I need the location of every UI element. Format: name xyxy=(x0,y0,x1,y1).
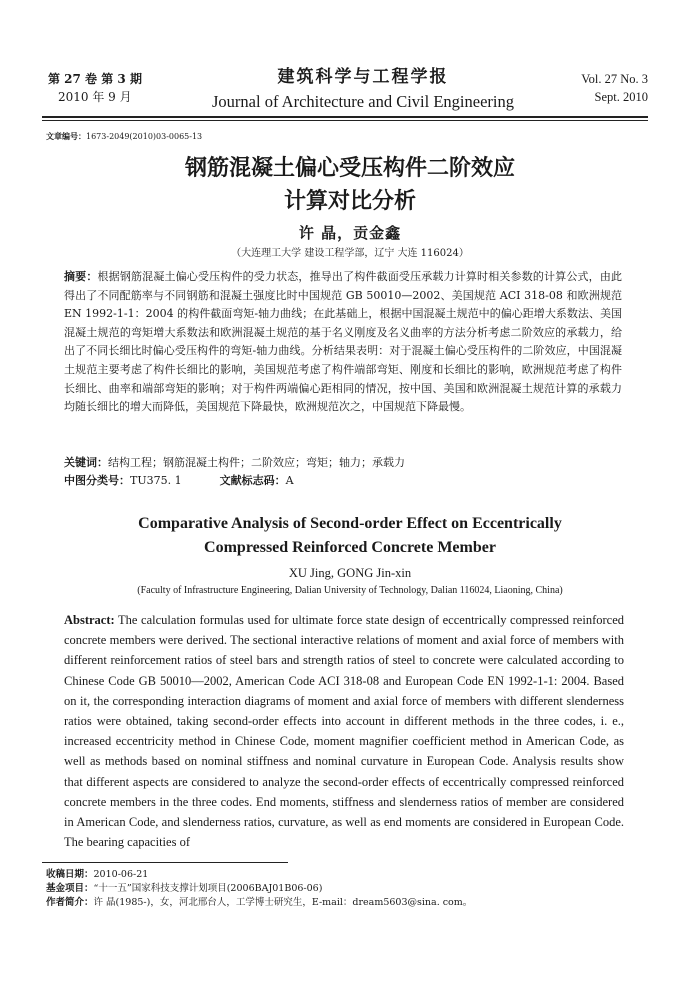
fund-value: “十一五”国家科技支撑计划项目(2006BAJ01B06-06) xyxy=(93,883,323,894)
received-date xyxy=(46,868,646,882)
header-volume-en xyxy=(581,70,648,106)
header-rule-thick xyxy=(42,116,648,118)
doc-code-label: 文献标志码： xyxy=(219,474,286,487)
paper-title-cn xyxy=(0,152,700,218)
author-bio-value: 许 晶(1985-)，女，河北邢台人，工学博士研究生，E-mail：dream5603@sina. com。 xyxy=(93,897,473,908)
paper-title-en-line2: Compressed Reinforced Concrete Member xyxy=(204,539,496,556)
journal-header xyxy=(48,66,648,114)
journal-title-en: Journal of Architecture and Civil Engineering xyxy=(212,92,514,111)
clc-value: TU375. 1 xyxy=(130,474,182,487)
date-cn: 2010 年 9 月 xyxy=(58,90,132,104)
paper-title-en xyxy=(0,512,700,560)
author-bio-label: 作者简介： xyxy=(46,897,94,908)
abstract-en xyxy=(64,610,624,852)
paper-title-cn-line2: 计算对比分析 xyxy=(283,189,416,214)
abstract-cn-text: 根据钢筋混凝土偏心受压构件的受力状态，推导出了构件截面受压承载力计算时相关参数的计算公式，由此得出了不同配筋率与不同钢筋和混凝土强度比时中国规范 GB 50010—2002、美国规范 ACI 318-08 和欧洲规范 EN 1992-1-1：2004 的构件截面弯矩-轴力曲线；在此基础上，根据中国混凝土规范中的偏心距增大系数法、美国混凝土规范的弯矩增大系数法和欧洲混凝土规范的基于名义刚度及名义曲率的方法分析考虑二阶效应的承载力，给出了不同长细比时偏心受压构件的弯矩-轴力曲线。分析结果表明：对于混凝土偏心受压构件的二阶效应，中国混凝土规范主要考虑了构件长细比的影响，美国规范考虑了构件端部弯矩、刚度和长细比的影响，欧洲规范考虑了构件长细比、曲率和端部弯矩的影响；对于构件两端偏心距相同的情况，按中国、美国和欧洲混凝土规范计算的承载力均随长细比的增大而降低，美国规范下降最快，欧洲规范次之，中国规范下降最慢。 xyxy=(64,270,623,414)
footnote-rule xyxy=(42,862,288,863)
keywords-cn xyxy=(64,454,624,472)
keywords-cn-text: 结构工程；钢筋混凝土构件；二阶效应；弯矩；轴力；承载力 xyxy=(108,456,405,469)
classification-line xyxy=(64,472,624,490)
authors-cn: 许 晶，贡金鑫 xyxy=(298,224,402,242)
volume-issue-en: Vol. 27 No. 3 xyxy=(581,72,648,86)
header-rule-thin xyxy=(42,120,648,121)
date-en: Sept. 2010 xyxy=(594,90,648,104)
footnotes xyxy=(46,868,646,910)
affiliation-en: (Faculty of Infrastructure Engineering, Dalian University of Technology, Dalian 116024, Liaoning, China) xyxy=(137,585,563,596)
fund-project xyxy=(46,882,646,896)
abstract-en-label: Abstract: xyxy=(64,613,115,627)
header-volume-cn xyxy=(48,70,142,106)
article-number xyxy=(46,131,202,142)
received-label: 收稿日期： xyxy=(46,869,94,880)
volume-issue-cn: 第 27 卷 第 3 期 xyxy=(48,72,142,86)
abstract-cn xyxy=(64,268,622,417)
journal-title-cn: 建筑科学与工程学报 xyxy=(277,67,449,87)
doc-code-value: A xyxy=(285,474,294,487)
article-number-value: 1673-2049(2010)03-0065-13 xyxy=(86,132,203,141)
affiliation-cn: （大连理工大学 建设工程学部，辽宁 大连 116024） xyxy=(231,248,469,259)
paper-title-cn-line1: 钢筋混凝土偏心受压构件二阶效应 xyxy=(184,156,515,181)
author-bio xyxy=(46,896,646,910)
keywords-cn-label: 关键词： xyxy=(64,456,108,469)
fund-label: 基金项目： xyxy=(46,883,94,894)
authors-en: XU Jing, GONG Jin-xin xyxy=(288,566,412,580)
clc-label: 中图分类号： xyxy=(64,474,130,487)
abstract-en-text: The calculation formulas used for ultimate force state design of eccentrically compressed reinforced concrete members were derived. The sectional interactive relations of moment and axial force of members with different reinforcement ratios of steel bars and strength ratios of steel to concrete were calculated according to Chinese Code GB 50010—2002, American Code ACI 318-08 and European Code EN 1992-1-1: 2004. Based on it, the corresponding interaction diagrams of moment and axial force of members with different slenderness ratios were obtained, taking second-order effects into account in different methods in the three codes, i. e., increased eccentricity method in Chinese Code, moment magnifier coefficient method in American Code, as well as methods based on nominal stiffness and nominal curvature in European Code. Analysis results show that different aspects are considered to analyze the second-order effects of eccentrically compressed reinforced concrete members in the three codes. End moments, stiffness and slenderness ratios of member are considered in American Code, and slenderness ratios, curvature, as well as end moments are considered in European Code. The bearing capacities of xyxy=(64,613,624,850)
received-value: 2010-06-21 xyxy=(93,869,149,880)
journal-title xyxy=(198,66,528,113)
abstract-cn-label: 摘要： xyxy=(64,270,98,283)
article-number-label: 文章编号： xyxy=(46,131,86,141)
paper-title-en-line1: Comparative Analysis of Second-order Effect on Eccentrically xyxy=(138,515,562,532)
